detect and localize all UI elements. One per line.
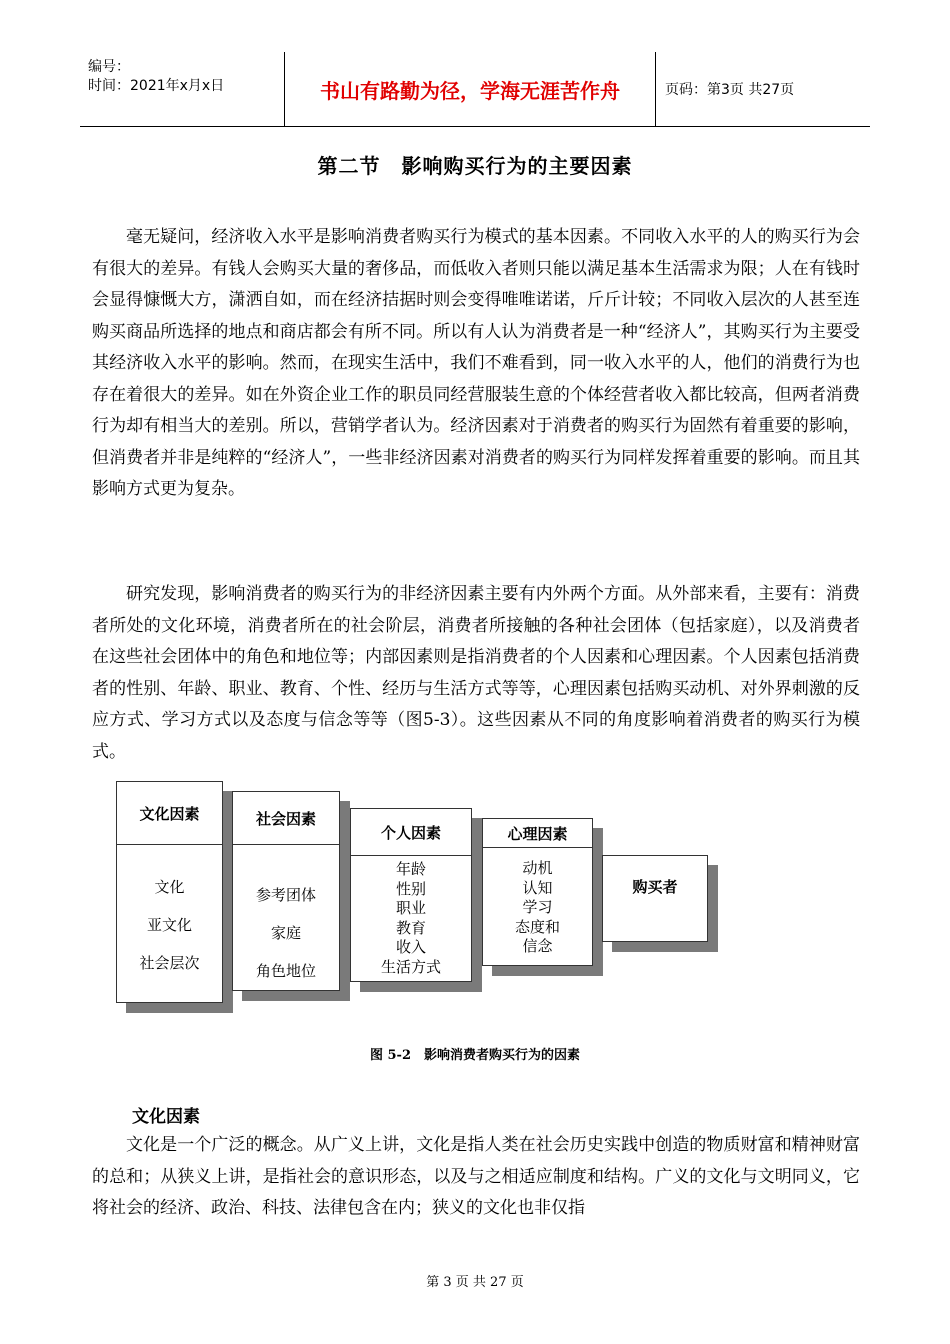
- personal-factor-items: [351, 860, 471, 977]
- culture-factor-box: [116, 781, 223, 1003]
- page-footer: 第 3 页 共 27 页: [426, 1275, 524, 1290]
- social-factor-box: [232, 791, 340, 991]
- factor-item: 动机: [522, 859, 553, 877]
- header-meta: [88, 58, 284, 96]
- psychological-factor-box: [482, 818, 593, 966]
- factor-item: 认知: [522, 878, 553, 897]
- number-label: 编号：: [88, 59, 130, 75]
- social-factor-items: [233, 876, 339, 990]
- psychological-factor-title: 心理因素: [483, 819, 592, 848]
- body-paragraph: 研究发现，影响消费者的购买行为的非经济因素主要有内外两个方面。从外部来看，主要有：消费者所处的文化环境，消费者所在的社会阶层，消费者所接触的各种社会团体（包括家庭），以及消费者在这些社会团体中的角色和地位等；内部因素则是指消费者的个人因素和心理因素。个人因素包括消费者的性别、年龄、职业、教育、个性、经历与生活方式等等，心理因素包括购买动机、对外界刺激的反应方式、学习方式以及态度与信念等等（图5-3）。这些因素从不同的角度影响着消费者的购买行为模式。: [92, 584, 860, 762]
- factor-item: 收入: [395, 938, 426, 956]
- personal-factor-box: [350, 808, 472, 982]
- psychological-factor-items: [483, 859, 592, 957]
- figure-caption: 图 5-2 影响消费者购买行为的因素: [369, 1048, 580, 1063]
- section-title: 第二节 影响购买行为的主要因素: [317, 154, 633, 178]
- factor-item: 态度和: [514, 917, 560, 936]
- factor-item: 信念: [522, 937, 553, 955]
- buyer-label: 购买者: [632, 878, 678, 896]
- factor-item: 教育: [395, 918, 426, 937]
- body-paragraph: 文化是一个广泛的概念。从广义上讲，文化是指人类在社会历史实践中创造的物质财富和精神财富的总和；从狭义上讲，是指社会的意识形态，以及与之相适应制度和结构。广义的文化与文明同义，它将社会的经济、政治、科技、法律包含在内；狭义的文化也非仅指: [92, 1135, 860, 1218]
- factor-item: 参考团体: [255, 886, 316, 904]
- header-divider: [655, 52, 656, 126]
- factor-item: 社会层次: [139, 954, 200, 972]
- culture-factor-items: [117, 868, 222, 982]
- factor-item: 角色地位: [255, 962, 316, 980]
- factor-item: 亚文化: [146, 916, 192, 934]
- factor-item: 学习: [522, 898, 553, 916]
- factor-item: 年龄: [395, 860, 426, 878]
- personal-factor-title: 个人因素: [351, 809, 471, 856]
- page-header: [80, 52, 870, 127]
- factor-item: 性别: [395, 879, 426, 898]
- social-factor-title: 社会因素: [233, 792, 339, 845]
- time-label: 时间：2021年x月x日: [88, 78, 225, 94]
- culture-factor-title: 文化因素: [117, 782, 222, 845]
- factor-item: 文化: [154, 878, 185, 896]
- header-page-info: 页码：第3页 共27页: [665, 82, 795, 98]
- header-motto: 书山有路勤为径，学海无涯苦作舟: [320, 78, 620, 103]
- factor-item: 职业: [395, 899, 426, 917]
- body-paragraph: 毫无疑问，经济收入水平是影响消费者购买行为模式的基本因素。不同收入水平的人的购买行为会有很大的差异。有钱人会购买大量的奢侈品，而低收入者则只能以满足基本生活需求为限；人在有钱时会显得慷慨大方，潇洒自如，而在经济拮据时则会变得唯唯诺诺，斤斤计较；不同收入层次的人甚至连购买商品所选择的地点和商店都会有所不同。所以有人认为消费者是一种“经济人”，其购买行为主要受其经济收入水平的影响。然而，在现实生活中，我们不难看到，同一收入水平的人，他们的消费行为也存在着很大的差异。如在外资企业工作的职员同经营服装生意的个体经营者收入都比较高，但两者消费行为却有相当大的差别。所以，营销学者认为。经济因素对于消费者的购买行为固然有着重要的影响，但消费者并非是纯粹的“经济人”，一些非经济因素对消费者的购买行为同样发挥着重要的影响。而且其影响方式更为复杂。: [92, 227, 860, 499]
- buyer-box: [602, 855, 708, 942]
- factor-item: 家庭: [270, 924, 301, 942]
- subsection-heading: 文化因素: [132, 1107, 200, 1127]
- factor-item: 生活方式: [380, 957, 441, 976]
